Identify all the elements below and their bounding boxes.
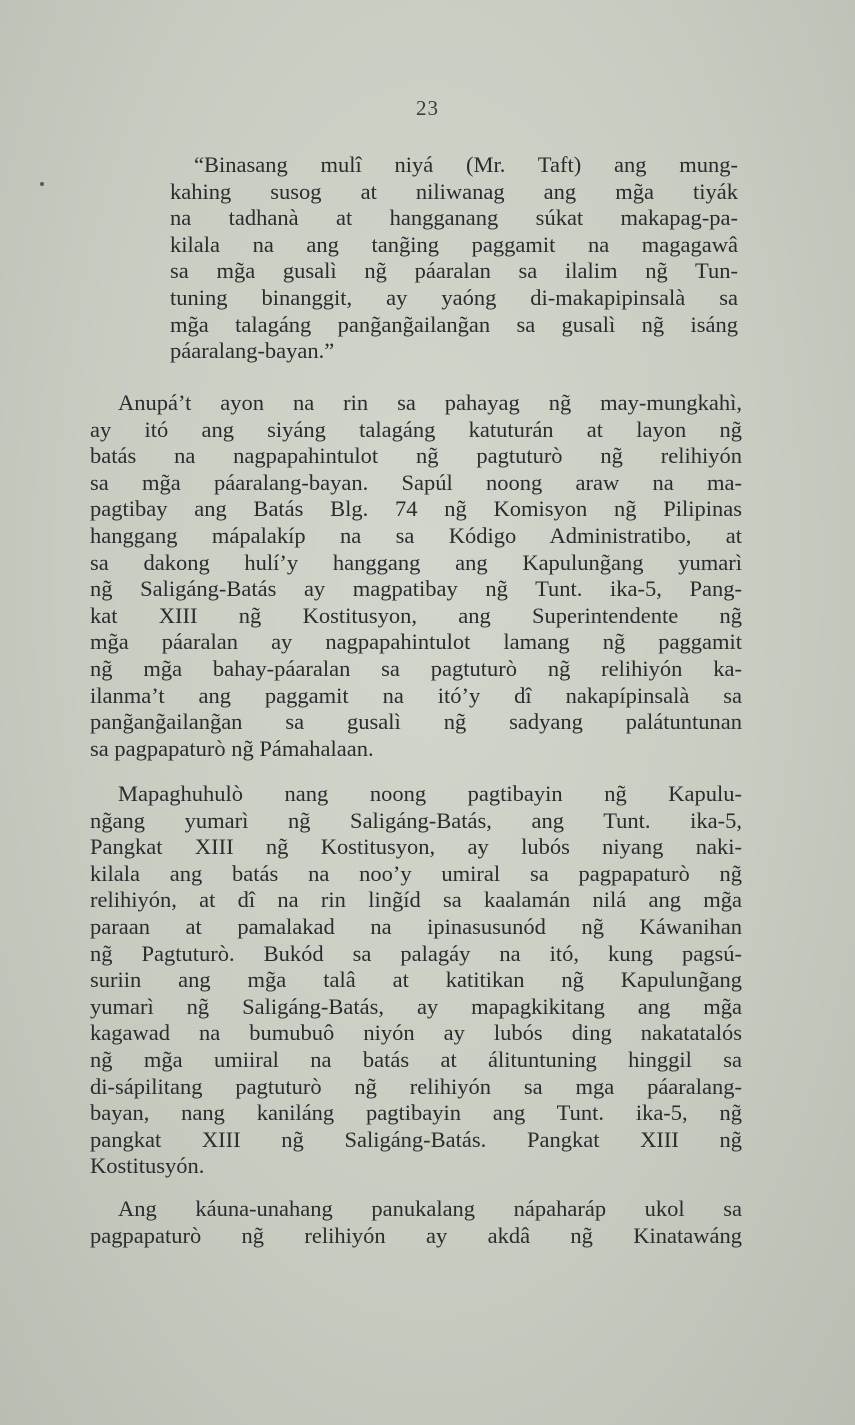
text-line: na tadhanà at hangganang súkat makapag-pa- — [170, 205, 738, 231]
text-line: kahing susog at niliwanag ang mg̃a tiyák — [170, 178, 738, 204]
text-line: tuning binanggit, ay yaóng di-makapipinsalà sa — [170, 284, 738, 310]
text-line: ng̃ mg̃a umiiral na batás at álituntuning hinggil sa — [90, 1046, 742, 1072]
text-line: sa pagpapaturò ng̃ Pámahalaan. — [90, 735, 374, 761]
text-line: Anupá’t ayon na rin sa pahayag ng̃ may-mungkahì, — [118, 390, 742, 415]
text-line: di-sápilitang pagtuturò ng̃ relihiyón sa mga páaralang- — [90, 1073, 742, 1099]
text-line: relihiyón, at dî na rin ling̃íd sa kaalamán nilá ang mg̃a — [90, 887, 742, 913]
text-line: pang̃ang̃ailang̃an sa gusalì ng̃ sadyang palátuntunan — [90, 709, 742, 735]
text-line: kagawad na bumubuô niyón ay lubós ding nakatatalós — [90, 1020, 742, 1046]
text-line: kilala na ang tang̃ing paggamit na magagawâ — [170, 231, 738, 257]
text-line: batás na nagpapahintulot ng̃ pagtuturò ng̃ relihiyón — [90, 443, 742, 469]
quoted-passage — [170, 152, 738, 365]
text-line: hanggang mápalakíp na sa Kódigo Administratibo, at — [90, 522, 742, 548]
text-line: páaralang-bayan.” — [170, 338, 335, 364]
paragraph-1 — [90, 390, 742, 762]
text-line: pagpapaturò ng̃ relihiyón ay akdâ ng̃ Kinatawáng — [90, 1222, 742, 1248]
text-line: ng̃ang yumarì ng̃ Saligáng-Batás, ang Tunt. ika-5, — [90, 807, 742, 833]
text-line: pagtibay ang Batás Blg. 74 ng̃ Komisyon ng̃ Pilipinas — [90, 496, 742, 522]
text-line: pangkat XIII ng̃ Saligáng-Batás. Pangkat XIII ng̃ — [90, 1126, 742, 1152]
text-line: Mapaghuhulò nang noong pagtibayin ng̃ Kapulu- — [118, 781, 742, 806]
paragraph-2 — [90, 781, 742, 1180]
paragraph-3 — [90, 1196, 742, 1249]
text-line: Kostitusyón. — [90, 1153, 205, 1179]
text-line: ng̃ Saligáng-Batás ay magpatibay ng̃ Tunt. ika-5, Pang- — [90, 576, 742, 602]
text-line: suriin ang mg̃a talâ at katitikan ng̃ Kapulung̃ang — [90, 967, 742, 993]
text-line: ng̃ Pagtuturò. Bukód sa palagáy na itó, kung pagsú- — [90, 940, 742, 966]
text-line: kat XIII ng̃ Kostitusyon, ang Superintendente ng̃ — [90, 602, 742, 628]
page-number: 23 — [416, 96, 439, 120]
text-line: “Binasang mulî niyá (Mr. Taft) ang mung- — [194, 152, 738, 177]
text-line: Pangkat XIII ng̃ Kostitusyon, ay lubós niyang naki- — [90, 834, 742, 860]
text-line: ay itó ang siyáng talagáng katuturán at layon ng̃ — [90, 416, 742, 442]
text-line: yumarì ng̃ Saligáng-Batás, ay mapagkikitang ang mg̃a — [90, 993, 742, 1019]
text-line: kilala ang batás na noo’y umiral sa pagpapaturò ng̃ — [90, 860, 742, 886]
text-line: mg̃a talagáng pang̃ang̃ailang̃an sa gusalì ng̃ isáng — [170, 311, 738, 337]
text-line: bayan, nang kaniláng pagtibayin ang Tunt. ika-5, ng̃ — [90, 1100, 742, 1126]
text-line: ng̃ mg̃a bahay-páaralan sa pagtuturò ng̃ relihiyón ka- — [90, 655, 742, 681]
text-line: paraan at pamalakad na ipinasusunód ng̃ Káwanihan — [90, 913, 742, 939]
text-line: sa mg̃a gusalì ng̃ páaralan sa ilalim ng̃ Tun- — [170, 258, 738, 284]
text-line: Ang káuna-unahang panukalang nápaharáp ukol sa — [118, 1196, 742, 1221]
text-line: ilanma’t ang paggamit na itó’y dî nakapípinsalà sa — [90, 682, 742, 708]
page-speck — [40, 182, 44, 186]
text-line: sa dakong hulí’y hanggang ang Kapulung̃ang yumarì — [90, 549, 742, 575]
text-line: sa mg̃a páaralang-bayan. Sapúl noong araw na ma- — [90, 469, 742, 495]
text-line: mg̃a páaralan ay nagpapahintulot lamang ng̃ paggamit — [90, 629, 742, 655]
